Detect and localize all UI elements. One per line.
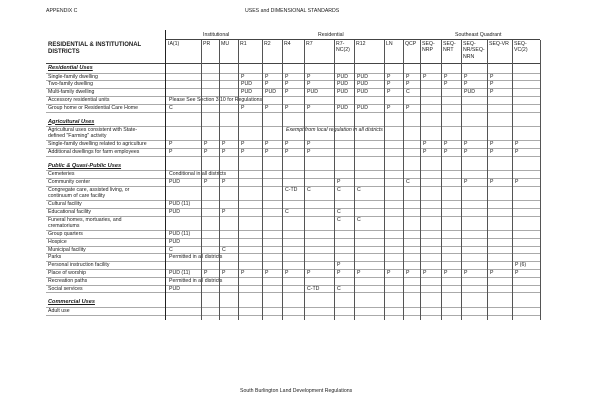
- table-cell: P: [204, 141, 208, 148]
- row-label: Agricultural uses consistent with State-: [48, 127, 138, 133]
- table-cell: PUD: [357, 89, 368, 96]
- column-rule: [354, 40, 355, 320]
- row-rule: [46, 112, 540, 113]
- column-rule: [512, 40, 513, 320]
- table-cell: P: [406, 104, 410, 111]
- table-cell: P: [307, 149, 311, 155]
- column-header: R7-: [336, 41, 345, 47]
- table-cell: C: [337, 186, 341, 193]
- column-rule: [304, 40, 305, 320]
- row-rule: [46, 170, 540, 171]
- table-cell: P: [423, 141, 427, 148]
- column-rule: [540, 40, 541, 320]
- row-rule: [46, 253, 540, 254]
- table-cell: P: [265, 73, 269, 80]
- column-rule: [201, 40, 202, 320]
- table-cell: P: [490, 141, 494, 148]
- column-header: NRT: [443, 47, 454, 54]
- group-header-rule: [165, 39, 240, 40]
- table-cell: PUD (11): [169, 269, 191, 276]
- column-header: MU: [221, 41, 230, 47]
- table-cell: P: [406, 81, 410, 88]
- column-rule: [461, 40, 462, 320]
- table-cell: P: [204, 149, 208, 155]
- table-cell: P: [387, 89, 391, 96]
- column-rule: [262, 40, 263, 320]
- table-cell: PUD (11): [169, 230, 191, 237]
- table-cell: P: [464, 149, 468, 155]
- table-cell: C: [169, 104, 173, 111]
- table-cell: P: [337, 269, 341, 276]
- group-header: Southeast Quadrant: [455, 32, 502, 38]
- table-cell: P: [464, 269, 468, 276]
- row-rule: [46, 156, 540, 157]
- table-cell: P: [222, 149, 226, 155]
- row-label: Cemeteries: [48, 171, 75, 178]
- table-cell: P: [464, 81, 468, 88]
- column-header: IA(1): [168, 41, 180, 47]
- table-cell: P: [444, 141, 448, 148]
- row-rule: [46, 292, 540, 293]
- row-label: Funeral homes, mortuaries, and: [48, 216, 122, 223]
- table-cell: P: [285, 104, 289, 111]
- table-cell: P: [490, 81, 494, 88]
- column-rule: [403, 40, 404, 320]
- table-cell: PUD: [169, 208, 180, 215]
- table-cell: P: [444, 81, 448, 88]
- row-label: Single-family dwelling related to agriculture: [48, 141, 147, 148]
- table-cell: P: [490, 73, 494, 80]
- table-cell: PUD: [337, 104, 348, 111]
- column-header: PR: [203, 41, 211, 47]
- row-rule: [46, 140, 540, 141]
- table-cell: P: [423, 73, 427, 80]
- table-cell: P: [406, 73, 410, 80]
- table-cell: P: [406, 269, 410, 276]
- table-cell: P: [357, 269, 361, 276]
- column-header: SEQ-: [463, 41, 476, 47]
- table-cell: P: [204, 269, 208, 276]
- table-cell: P: [265, 149, 269, 155]
- table-cell: C: [307, 186, 311, 193]
- table-cell: P: [490, 269, 494, 276]
- row-label: Municipal facility: [48, 246, 86, 253]
- table-cell: PUD: [241, 81, 252, 88]
- table-cell: P: [444, 269, 448, 276]
- table-cell: P: [241, 73, 245, 80]
- span-note: Please See Section 3.10 for Regulations: [169, 96, 263, 103]
- table-cell: C: [285, 208, 289, 215]
- row-rule: [46, 104, 540, 105]
- row-rule: [46, 277, 540, 278]
- row-rule: [46, 200, 540, 201]
- header-bottom-rule: [46, 63, 540, 64]
- column-header: SEQ-: [443, 41, 456, 47]
- row-rule: [46, 246, 540, 247]
- table-cell: P: [169, 141, 173, 148]
- column-header: NC(2): [336, 47, 350, 54]
- section-title: Agricultural Uses: [48, 118, 95, 125]
- table-cell: P: [490, 149, 494, 155]
- column-header: QCP: [405, 41, 417, 47]
- table-cell: PUD: [307, 89, 318, 96]
- column-header: R1: [240, 41, 247, 47]
- row-label: defined "Farming" activity: [48, 133, 107, 140]
- table-cell: P: [490, 89, 494, 96]
- table-cell: P: [387, 73, 391, 80]
- table-cell: P: [241, 141, 245, 148]
- column-rule: [238, 40, 239, 320]
- table-cell: P: [241, 269, 245, 276]
- table-cell: PUD: [464, 89, 475, 96]
- column-header: SEQ-: [514, 41, 527, 47]
- row-rule: [46, 285, 540, 286]
- row-label: Group quarters: [48, 230, 83, 237]
- column-header: NRN: [463, 53, 475, 60]
- label-divider: [165, 30, 166, 320]
- column-rule: [420, 40, 421, 320]
- table-cell: P: [307, 141, 311, 148]
- table-cell: C: [222, 246, 226, 253]
- table-cell: P: [515, 179, 519, 186]
- table-cell: P: [515, 149, 519, 155]
- table-cell: P: [265, 141, 269, 148]
- group-header: Residential: [318, 32, 344, 38]
- row-label: Additional dwellings for farm employees: [48, 149, 140, 155]
- table-cell: C: [357, 216, 361, 223]
- row-rule: [46, 230, 540, 231]
- row-rule: [46, 269, 540, 270]
- column-header: NR/SEQ-: [463, 47, 485, 54]
- row-label: Hospice: [48, 238, 67, 245]
- column-rule: [334, 40, 335, 320]
- table-cell: P: [222, 208, 226, 215]
- row-label: Personal instruction facility: [48, 262, 110, 269]
- table-cell: P: [307, 73, 311, 80]
- row-rule: [46, 261, 540, 262]
- table-title: RESIDENTIAL & INSTITUTIONAL: [48, 42, 142, 48]
- section-title: Commercial Uses: [48, 299, 95, 306]
- group-header-rule: [422, 39, 540, 40]
- row-label: Two-family dwelling: [48, 81, 93, 88]
- column-header: R12: [356, 41, 366, 47]
- table-cell: C-TD: [285, 186, 298, 193]
- table-cell: P: [222, 269, 226, 276]
- table-cell: P: [169, 149, 173, 155]
- row-label: Group home or Residential Care Home: [48, 104, 138, 111]
- column-header: R2: [264, 41, 271, 47]
- table-cell: PUD: [337, 89, 348, 96]
- row-label: Social services: [48, 285, 83, 292]
- table-cell: P: [241, 104, 245, 111]
- table-cell: P: [464, 179, 468, 186]
- table-cell: P: [464, 141, 468, 148]
- table-cell: P: [464, 73, 468, 80]
- row-rule: [46, 307, 540, 308]
- table-cell: PUD: [337, 81, 348, 88]
- table-cell: PUD (11): [169, 201, 191, 208]
- table-cell: P: [307, 104, 311, 111]
- table-cell: P: [423, 149, 427, 155]
- table-cell: P: [285, 141, 289, 148]
- row-rule: [46, 238, 540, 239]
- page-footer: South Burlington Land Development Regulations: [240, 388, 353, 394]
- section-title: Residential Uses: [48, 65, 93, 71]
- column-header: R7: [306, 41, 313, 47]
- table-cell: P: [515, 141, 519, 148]
- row-label: Parks: [48, 254, 62, 261]
- row-label: Congregate care, assisted living, or: [48, 186, 130, 193]
- table-cell: P: [222, 179, 226, 186]
- table-cell: PUD: [169, 179, 180, 186]
- table-title: DISTRICTS: [48, 49, 80, 55]
- column-rule: [441, 40, 442, 320]
- table-cell: P: [285, 81, 289, 88]
- row-rule: [46, 88, 540, 89]
- table-cell: PUD: [357, 73, 368, 80]
- column-header: VC(2): [514, 47, 528, 54]
- row-label: Single-family dwelling: [48, 73, 98, 80]
- table-cell: P: [515, 269, 519, 276]
- table-cell: P: [285, 269, 289, 276]
- table-cell: P: [337, 179, 341, 186]
- row-rule: [46, 315, 540, 316]
- column-rule: [219, 40, 220, 320]
- group-header: Institutional: [203, 32, 230, 38]
- table-cell: P: [285, 89, 289, 96]
- row-rule: [46, 178, 540, 179]
- row-label: crematoriums: [48, 223, 80, 230]
- row-rule: [46, 148, 540, 149]
- column-rule: [282, 40, 283, 320]
- row-rule: [46, 208, 540, 209]
- table-cell: P: [387, 81, 391, 88]
- column-header: SEQ-VR: [489, 41, 509, 47]
- table-cell: P: [387, 104, 391, 111]
- table-cell: PUD: [357, 104, 368, 111]
- table-cell: C: [337, 208, 341, 215]
- row-rule: [46, 80, 540, 81]
- table-cell: C: [337, 285, 341, 292]
- row-label: Place of worship: [48, 269, 87, 276]
- table-cell: C: [169, 246, 173, 253]
- table-cell: P: [265, 269, 269, 276]
- row-label: Multi-family dwelling: [48, 89, 95, 96]
- column-rule: [487, 40, 488, 320]
- table-cell: P: [265, 104, 269, 111]
- table-cell: P: [204, 179, 208, 186]
- row-rule: [46, 96, 540, 97]
- row-label: Educational facility: [48, 208, 91, 215]
- section-title: Public & Quasi-Public Uses: [48, 162, 122, 169]
- table-cell: C: [406, 179, 410, 186]
- row-label: Community center: [48, 179, 91, 186]
- column-rule: [384, 40, 385, 320]
- table-cell: C: [337, 216, 341, 223]
- span-note: Permitted in all districts: [169, 254, 223, 261]
- table-cell: P: [265, 81, 269, 88]
- span-note: Exempt from local regulation in all districts: [286, 127, 383, 133]
- span-note: Permitted in all districts: [169, 277, 223, 284]
- table-cell: C: [357, 186, 361, 193]
- table-cell: C: [406, 89, 410, 96]
- table-cell: P: [387, 269, 391, 276]
- table-cell: PUD: [265, 89, 276, 96]
- table-cell: P: [241, 149, 245, 155]
- table-cell: PUD: [337, 73, 348, 80]
- row-rule: [46, 126, 540, 127]
- row-rule: [46, 186, 540, 187]
- row-rule: [46, 216, 540, 217]
- row-label: Recreation paths: [48, 277, 88, 284]
- table-cell: PUD: [169, 285, 180, 292]
- column-header: NRP: [422, 47, 433, 54]
- row-label: continuum of care facility: [48, 193, 106, 200]
- table-cell: C-TD: [307, 285, 320, 292]
- table-cell: P: [490, 179, 494, 186]
- page-title: USES and DIMENSIONAL STANDARDS: [245, 8, 340, 14]
- table-cell: P: [307, 81, 311, 88]
- column-header: LN: [386, 41, 393, 47]
- row-label: Adult use: [48, 307, 70, 314]
- row-label: Accessory residential units: [48, 96, 110, 103]
- row-rule: [46, 73, 540, 74]
- table-cell: P: [444, 149, 448, 155]
- table-cell: P: [222, 141, 226, 148]
- table-cell: P: [285, 73, 289, 80]
- table-cell: P: [307, 269, 311, 276]
- table-cell: P (6): [515, 262, 527, 269]
- span-note: Conditional in all districts: [169, 171, 227, 178]
- column-header: R4: [284, 41, 291, 47]
- appendix-label: APPENDIX C: [46, 8, 78, 14]
- group-header-rule: [240, 39, 422, 40]
- table-cell: P: [444, 73, 448, 80]
- table-cell: P: [337, 262, 341, 269]
- row-label: Cultural facility: [48, 201, 82, 208]
- table-cell: P: [423, 269, 427, 276]
- table-cell: PUD: [357, 81, 368, 88]
- table-cell: PUD: [169, 238, 180, 245]
- table-cell: PUD: [241, 89, 252, 96]
- table-cell: P: [285, 149, 289, 155]
- column-header: SEQ-: [422, 41, 435, 47]
